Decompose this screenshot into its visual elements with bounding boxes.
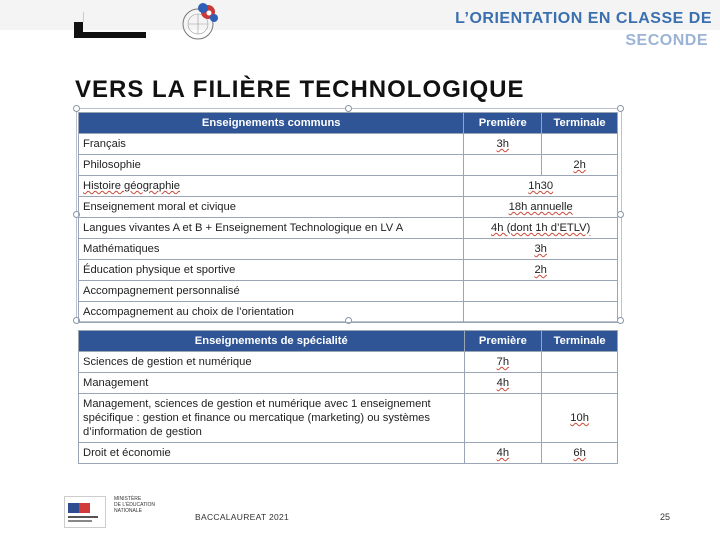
subject-line: d’information de gestion xyxy=(83,426,202,438)
subject-cell: Management xyxy=(79,373,465,394)
hours-cell: 7h xyxy=(464,352,542,373)
common-courses-table xyxy=(78,112,618,323)
column-header: Terminale xyxy=(542,113,618,134)
table-row xyxy=(79,218,618,239)
subject-cell: Accompagnement au choix de l’orientation xyxy=(79,302,464,323)
academy-emblem-icon xyxy=(176,0,224,44)
table-row xyxy=(79,281,618,302)
table-row xyxy=(79,155,618,176)
table-row xyxy=(79,352,618,373)
subject-cell: Droit et économie xyxy=(79,443,465,464)
hours-cell xyxy=(464,155,542,176)
subject-cell: Philosophie xyxy=(79,155,464,176)
hours-cell xyxy=(464,281,618,302)
resize-handle[interactable] xyxy=(617,317,624,324)
hours-cell: 18h annuelle xyxy=(464,197,618,218)
specialty-courses-table xyxy=(78,330,618,464)
hours-cell xyxy=(542,373,618,394)
subject-cell: Éducation physique et sportive xyxy=(79,260,464,281)
table-row xyxy=(79,443,618,464)
hours-cell xyxy=(542,352,618,373)
column-header: Enseignements communs xyxy=(79,113,464,134)
footer-text: BACCALAUREAT 2021 xyxy=(195,512,290,522)
subject-line: spécifique : gestion et finance ou mercatique (marketing) ou systèmes xyxy=(83,412,430,424)
hours-cell: 10h xyxy=(542,394,618,443)
subject-cell: Français xyxy=(79,134,464,155)
table-header-row xyxy=(79,331,618,352)
subject-cell xyxy=(79,394,465,443)
page-title: VERS LA FILIÈRE TECHNOLOGIQUE xyxy=(75,76,525,103)
subject-cell: Mathématiques xyxy=(79,239,464,260)
table-row xyxy=(79,197,618,218)
header-title-overflow: SECONDE xyxy=(625,32,708,49)
hours-cell: 3h xyxy=(464,239,618,260)
hours-cell xyxy=(464,394,542,443)
hours-cell xyxy=(464,302,618,323)
table-row xyxy=(79,302,618,323)
column-header: Enseignements de spécialité xyxy=(79,331,465,352)
logo-bracket xyxy=(74,12,146,38)
header-title: L’ORIENTATION EN CLASSE DE SECONDE xyxy=(292,4,712,34)
hours-cell: 4h (dont 1h d’ETLV) xyxy=(464,218,618,239)
subject-line: Management, sciences de gestion et numérique avec 1 enseignement xyxy=(83,398,431,410)
column-header: Première xyxy=(464,113,542,134)
hours-cell: 6h xyxy=(542,443,618,464)
hours-cell: 4h xyxy=(464,373,542,394)
column-header: Terminale xyxy=(542,331,618,352)
header-band xyxy=(0,0,720,49)
republic-logo xyxy=(64,496,106,528)
table-row xyxy=(79,260,618,281)
column-header: Première xyxy=(464,331,542,352)
resize-handle[interactable] xyxy=(345,105,352,112)
table-row xyxy=(79,394,618,443)
subject-cell: Histoire géographie xyxy=(79,176,464,197)
table-row xyxy=(79,176,618,197)
subject-cell: Accompagnement personnalisé xyxy=(79,281,464,302)
resize-handle[interactable] xyxy=(617,211,624,218)
hours-cell: 2h xyxy=(464,260,618,281)
hours-cell xyxy=(542,134,618,155)
hours-cell: 4h xyxy=(464,443,542,464)
subject-cell: Enseignement moral et civique xyxy=(79,197,464,218)
hours-cell: 2h xyxy=(542,155,618,176)
table-header-row xyxy=(79,113,618,134)
page-number: 25 xyxy=(659,512,670,522)
resize-handle[interactable] xyxy=(617,105,624,112)
table-row xyxy=(79,373,618,394)
table-row xyxy=(79,239,618,260)
resize-handle[interactable] xyxy=(73,105,80,112)
hours-cell: 1h30 xyxy=(464,176,618,197)
table-row xyxy=(79,134,618,155)
ministry-label: MINISTÈRE DE L’ÉDUCATION NATIONALE xyxy=(114,496,156,514)
hours-cell: 3h xyxy=(464,134,542,155)
subject-cell: Sciences de gestion et numérique xyxy=(79,352,465,373)
subject-cell: Langues vivantes A et B + Enseignement Technologique en LV A xyxy=(79,218,464,239)
